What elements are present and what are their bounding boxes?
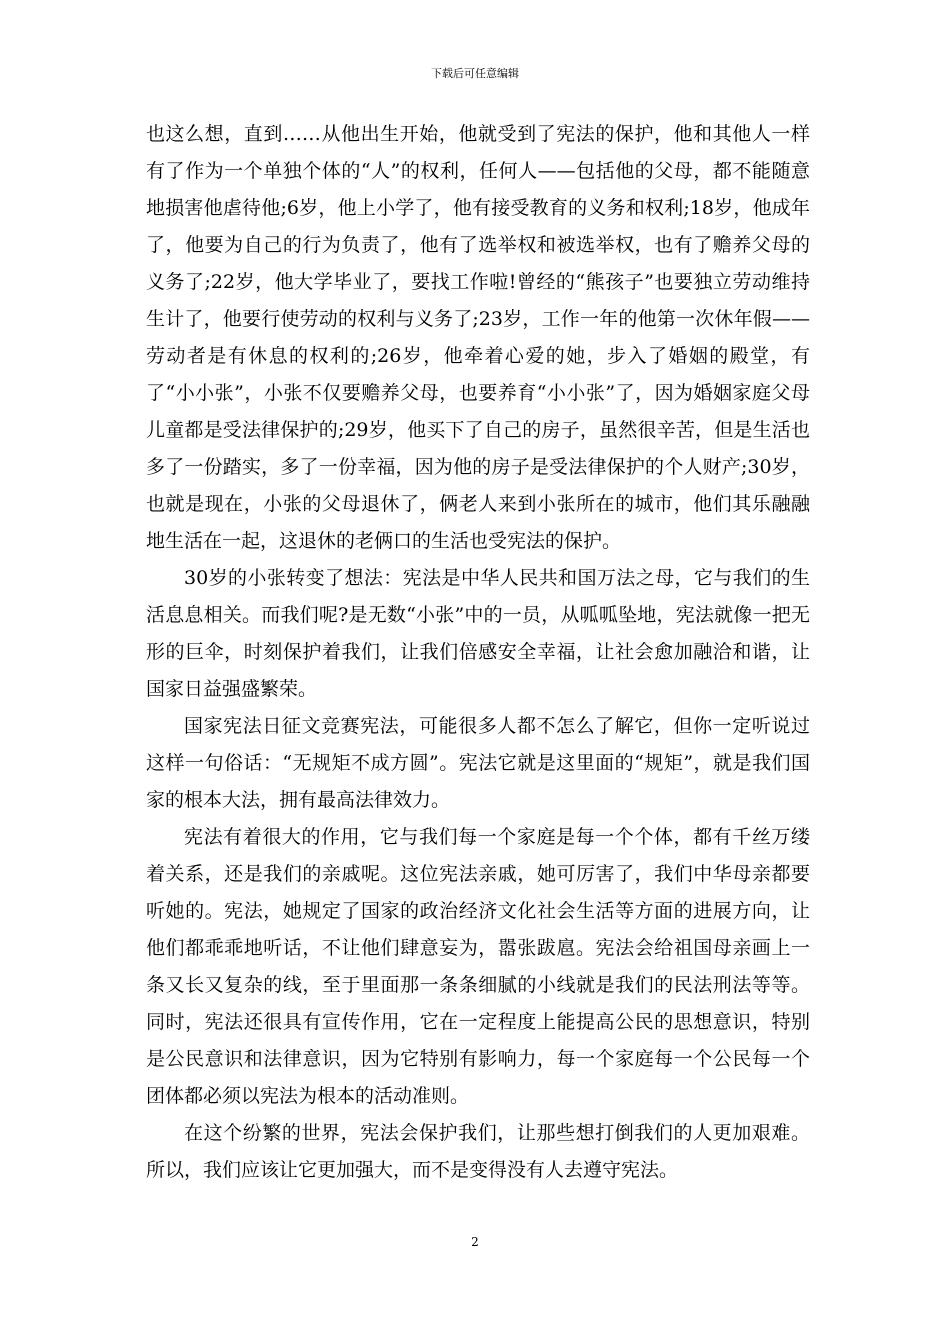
paragraph-1: 也这么想，直到……从他出生开始，他就受到了宪法的保护，他和其他人一样有了作为一个单独个体的“人”的权利，任何人——包括他的父母，都不能随意地损害他虐待他;6岁，他上小学了，他有接受教育的义务和权利;18岁，他成年了，他要为自己的行为负责了，他有了选举权和被选举权，也有了赡养父母的义务了;22岁，他大学毕业了，要找工作啦!曾经的“熊孩子”也要独立劳动维持生计了，他要行使劳动的权利与义务了;23岁，工作一年的他第一次休年假——劳动者是有休息的权利的;26岁，他牵着心爱的她，步入了婚姻的殿堂，有了“小小张”，小张不仅要赡养父母，也要养育“小小张”了，因为婚姻家庭父母儿童都是受法律保护的;29岁，他买下了自己的房子，虽然很辛苦，但是生活也多了一份踏实，多了一份幸福，因为他的房子是受法律保护的个人财产;30岁，也就是现在，小张的父母退休了，俩老人来到小张所在的城市，他们其乐融融地生活在一起，这退休的老俩口的生活也受宪法的保护。 — [146, 123, 810, 552]
body-text — [146, 116, 810, 1189]
page-number: 2 — [471, 1235, 479, 1249]
paragraph-2: 30岁的小张转变了想法：宪法是中华人民共和国万法之母，它与我们的生活息息相关。而我们呢?是无数“小张”中的一员，从呱呱坠地，宪法就像一把无形的巨伞，时刻保护着我们，让我们倍感安全幸福，让社会愈加融洽和谐，让国家日益强盛繁荣。 — [146, 567, 810, 700]
paragraph-5: 在这个纷繁的世界，宪法会保护我们，让那些想打倒我们的人更加艰难。所以，我们应该让它更加强大，而不是变得没有人去遵守宪法。 — [146, 1122, 810, 1181]
paragraph-4: 宪法有着很大的作用，它与我们每一个家庭是每一个个体，都有千丝万缕着关系，还是我们的亲戚呢。这位宪法亲戚，她可厉害了，我们中华母亲都要听她的。宪法，她规定了国家的政治经济文化社会生活等方面的进展方向，让他们都乖乖地听话，不让他们肆意妄为，嚣张跋扈。宪法会给祖国母亲画上一条又长又复杂的线，至于里面那一条条细腻的小线就是我们的民法刑法等等。同时，宪法还很具有宣传作用，它在一定程度上能提高公民的思想意识，特别是公民意识和法律意识，因为它特别有影响力，每一个家庭每一个公民每一个团体都必须以宪法为根本的活动准则。 — [146, 826, 810, 1107]
page-header: 下载后可任意编辑 — [431, 67, 519, 80]
paragraph-3: 国家宪法日征文竞赛宪法，可能很多人都不怎么了解它，但你一定听说过这样一句俗话：“无规矩不成方圆”。宪法它就是这里面的“规矩”，就是我们国家的根本大法，拥有最高法律效力。 — [146, 715, 810, 811]
